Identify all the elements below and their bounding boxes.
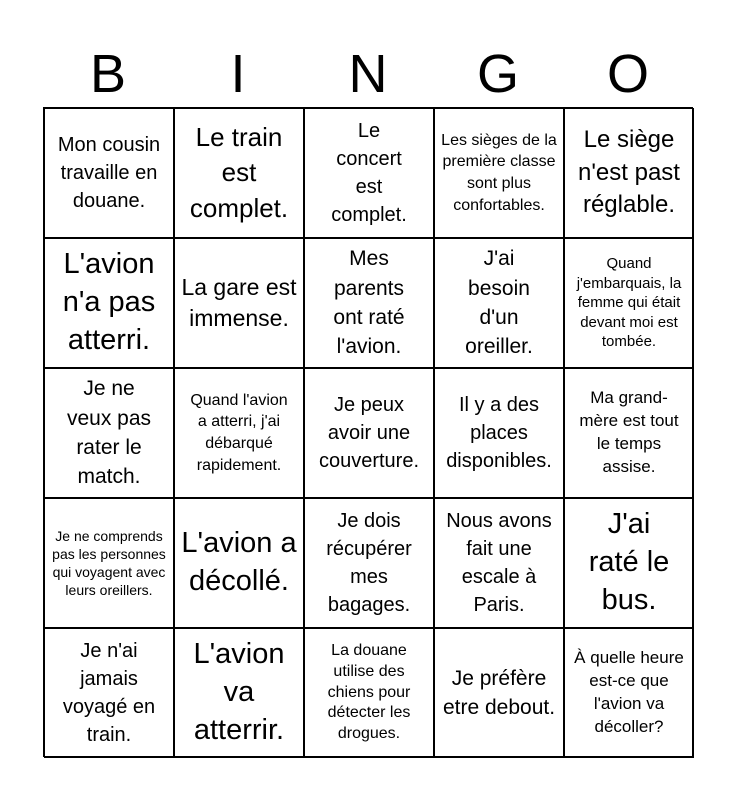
- bingo-cell[interactable]: [174, 498, 304, 628]
- cell-text: Je ne veux pas rater le match.: [66, 377, 152, 489]
- cell-text: Je préfère etre debout.: [442, 666, 556, 719]
- cell-text: Il y a des places disponibles.: [446, 394, 552, 472]
- cell-text: Les sièges de la première classe sont plus confortables.: [441, 131, 557, 214]
- bingo-cell[interactable]: [564, 368, 694, 498]
- bingo-cell[interactable]: [434, 368, 564, 498]
- bingo-cell[interactable]: [434, 498, 564, 628]
- cell-text: Quand j'embarquais, la femme qui était devant moi est tombée.: [576, 255, 682, 351]
- bingo-cell[interactable]: [44, 108, 174, 238]
- cell-text: L'avion a décollé.: [181, 527, 297, 597]
- bingo-cell[interactable]: [304, 628, 434, 758]
- cell-text: J'ai raté le bus.: [588, 508, 670, 616]
- cell-text: Quand l'avion a atterri, j'ai débarqué rapidement.: [190, 391, 288, 474]
- cell-text: La douane utilise des chiens pour détecter les drogues.: [327, 642, 411, 743]
- bingo-cell[interactable]: [564, 108, 694, 238]
- cell-text: Ma grand-mère est tout le temps assise.: [579, 388, 679, 476]
- bingo-cell[interactable]: [434, 628, 564, 758]
- header-letter-b: B: [89, 44, 127, 104]
- cell-text: J'ai besoin d'un oreiller.: [465, 247, 533, 359]
- bingo-cell[interactable]: [564, 628, 694, 758]
- bingo-cell[interactable]: [44, 628, 174, 758]
- bingo-cell[interactable]: [434, 108, 564, 238]
- header-letter-g: G: [476, 44, 519, 104]
- cell-text: Le siège n'est past réglable.: [578, 126, 680, 219]
- bingo-cell[interactable]: [564, 238, 694, 368]
- cell-text: La gare est immense.: [181, 273, 297, 331]
- bingo-header: [43, 40, 693, 108]
- cell-text: Je ne comprends pas les personnes qui voyagent avec leurs oreillers.: [52, 527, 166, 599]
- cell-text: L'avion va atterrir.: [193, 638, 285, 746]
- bingo-cell[interactable]: [304, 368, 434, 498]
- cell-text: Je peux avoir une couverture.: [318, 394, 420, 472]
- cell-text: Nous avons fait une escale à Paris.: [446, 510, 552, 616]
- bingo-cell[interactable]: [304, 498, 434, 628]
- cell-text: Je n'ai jamais voyagé en train.: [62, 640, 156, 746]
- cell-text: À quelle heure est-ce que l'avion va décoller?: [574, 648, 684, 736]
- cell-text: Mon cousin travaille en douane.: [57, 134, 161, 212]
- bingo-cell[interactable]: [44, 498, 174, 628]
- header-letter-i: I: [230, 44, 246, 104]
- bingo-cell[interactable]: [564, 498, 694, 628]
- bingo-cell[interactable]: [304, 108, 434, 238]
- bingo-cell[interactable]: [44, 368, 174, 498]
- bingo-cell[interactable]: [174, 238, 304, 368]
- cell-text: Le train est complet.: [189, 122, 289, 223]
- header-letter-o: O: [606, 44, 649, 104]
- bingo-cell[interactable]: [434, 238, 564, 368]
- cell-text: Mes parents ont raté l'avion.: [333, 247, 405, 359]
- bingo-cell[interactable]: [174, 628, 304, 758]
- cell-text: Je dois récupérer mes bagages.: [326, 510, 412, 616]
- bingo-cell[interactable]: [174, 108, 304, 238]
- cell-text: Le concert est complet.: [331, 120, 407, 226]
- cell-text: L'avion n'a pas atterri.: [62, 248, 156, 356]
- header-letter-n: N: [348, 44, 388, 104]
- bingo-cell[interactable]: [304, 238, 434, 368]
- bingo-cell[interactable]: [44, 238, 174, 368]
- bingo-card-grid: [43, 107, 693, 757]
- bingo-cell[interactable]: [174, 368, 304, 498]
